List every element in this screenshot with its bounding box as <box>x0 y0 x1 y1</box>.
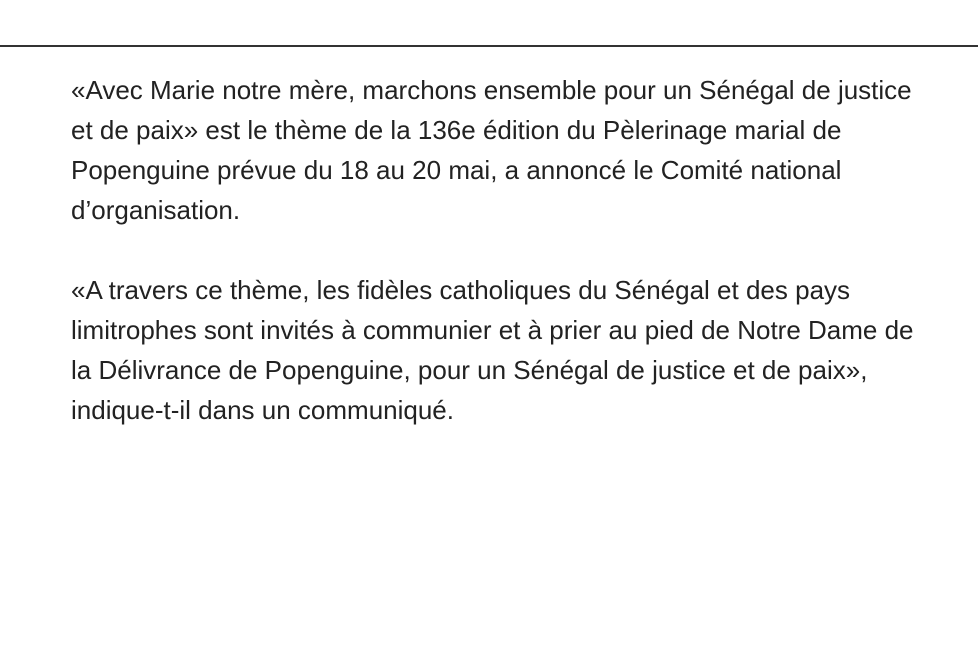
truncated-top-text <box>258 0 728 4</box>
article-paragraph-2: «A travers ce thème, les fidèles catholiques du Sénégal et des pays limitrophes sont invités à communier et à prier au pied de Notre Dame de la Délivrance de Popenguine, pour un Sénégal de justice et de paix», indique-t-il dans un communiqué. <box>71 275 914 425</box>
header-divider <box>0 45 978 47</box>
article-body <box>71 70 931 430</box>
article-paragraph-1: «Avec Marie notre mère, marchons ensemble pour un Sénégal de justice et de paix» est le thème de la 136e édition du Pèlerinage marial de Popenguine prévue du 18 au 20 mai, a annoncé le Comité national d’organisation. <box>71 75 912 225</box>
